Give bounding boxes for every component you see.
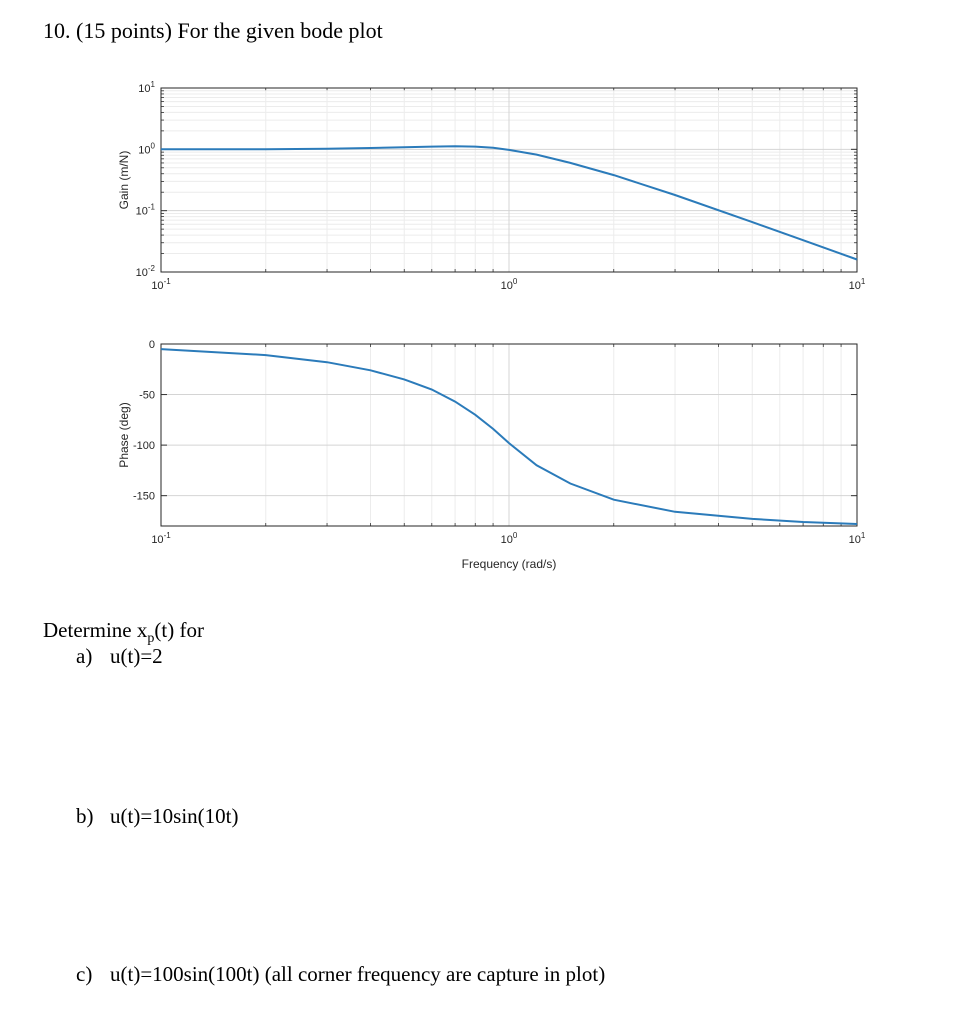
x-tick-label: $10^{-1}$ bbox=[151, 277, 171, 292]
phase-plot bbox=[117, 339, 866, 571]
y-tick-label: $10^{-2}$ bbox=[135, 264, 155, 279]
bode-plot bbox=[0, 70, 956, 590]
part-a-label: a) bbox=[76, 644, 93, 668]
y-tick-label: $10^{-1}$ bbox=[135, 202, 155, 218]
determine-prompt: Determine $x_p(t)$ for bbox=[43, 618, 204, 647]
y-axis-label: Gain (m/N) bbox=[117, 150, 131, 210]
part-c-text: u(t)=100sin(100t) (all corner frequency are capture in plot) bbox=[110, 962, 606, 986]
part-b-text: u(t)=10sin(10t) bbox=[110, 804, 239, 828]
part-b-label: b) bbox=[76, 804, 94, 828]
part-b bbox=[76, 804, 239, 829]
x-tick-label: $10^{-1}$ bbox=[151, 531, 171, 546]
y-tick-label: 0 bbox=[148, 339, 155, 351]
part-c-label: c) bbox=[76, 962, 93, 986]
part-a bbox=[76, 644, 163, 669]
y-axis-label: Phase (deg) bbox=[117, 402, 131, 468]
x-axis-label: Frequency (rad/s) bbox=[461, 557, 557, 571]
x-tick-label: $10^0$ bbox=[500, 531, 518, 546]
y-tick-label: $10^1$ bbox=[138, 80, 155, 95]
part-a-text: u(t)=2 bbox=[110, 644, 163, 668]
x-tick-label: $10^1$ bbox=[848, 531, 866, 546]
y-tick-label: -100 bbox=[132, 440, 155, 453]
y-tick-label: -50 bbox=[139, 389, 155, 402]
question-title: 10. (15 points) For the given bode plot bbox=[43, 18, 383, 43]
x-tick-label: $10^0$ bbox=[500, 277, 518, 292]
part-c bbox=[76, 962, 605, 987]
x-tick-label: $10^1$ bbox=[848, 277, 866, 292]
gain-plot bbox=[117, 80, 866, 292]
y-tick-label: $10^0$ bbox=[138, 141, 155, 157]
y-tick-label: -150 bbox=[132, 490, 155, 503]
